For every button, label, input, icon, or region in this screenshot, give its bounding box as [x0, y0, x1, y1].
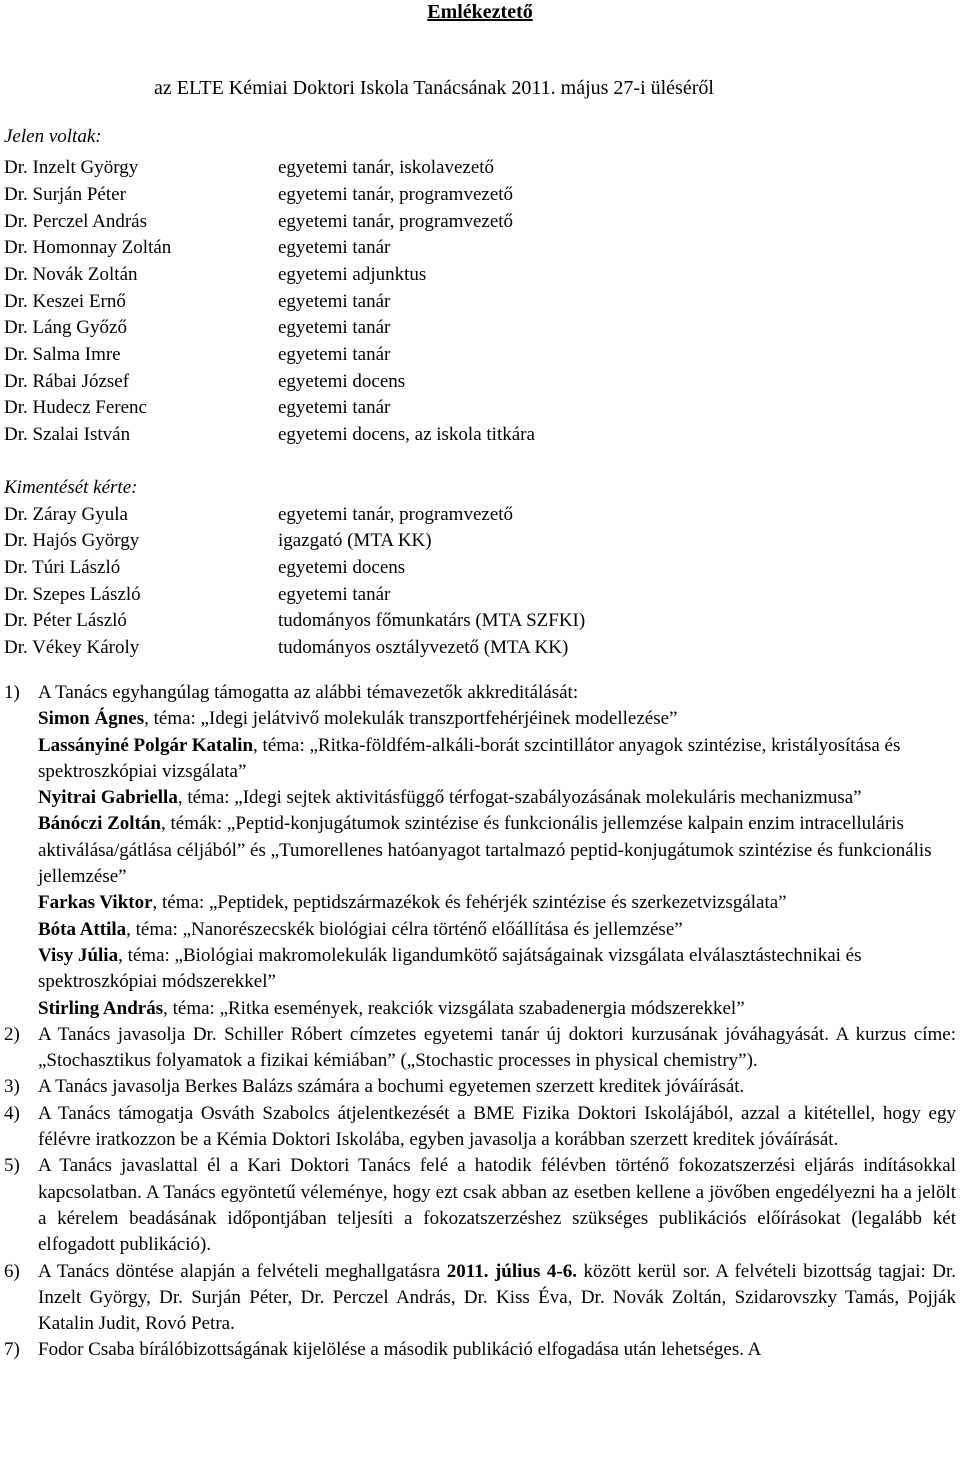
item-number: 4) [4, 1102, 20, 1124]
agenda-item-2 [4, 1022, 956, 1075]
present-person [4, 262, 954, 288]
excused-person [4, 582, 954, 608]
present-person [4, 235, 954, 261]
supervisor-name: Bóta Attila [38, 918, 127, 940]
topic-text: , téma: „Ritka események, reakciók vizsgálata szabadenergia módszerekkel” [163, 997, 745, 1019]
item-text: A Tanács egyhangúlag támogatta az alábbi témavezetők akkreditálását: [38, 682, 579, 703]
present-person [4, 182, 954, 208]
topic-entry [38, 890, 956, 916]
topic-entry [38, 996, 956, 1022]
present-person [4, 209, 954, 235]
person-role: egyetemi docens [278, 557, 406, 578]
person-name: Dr. Surján Péter [4, 184, 126, 205]
supervisor-name: Stirling András [38, 997, 164, 1019]
interview-date: 2011. július 4-6. [446, 1260, 577, 1282]
supervisor-name: Farkas Viktor [38, 892, 153, 914]
person-role: egyetemi tanár, programvezető [278, 211, 514, 232]
topic-text: , téma: „Peptidek, peptidszármazékok és fehérjék szintézise és szerkezetvizsgálata” [152, 892, 787, 914]
agenda-item-4 [4, 1101, 956, 1154]
person-name: Dr. Hudecz Ferenc [4, 397, 147, 418]
topic-entry [38, 917, 956, 943]
present-person [4, 395, 954, 421]
person-role: egyetemi tanár, programvezető [278, 184, 514, 205]
item-number: 1) [4, 682, 20, 703]
person-role: egyetemi tanár, programvezető [278, 504, 514, 525]
topic-text: , téma: „Idegi jelátvivő molekulák transzportfehérjéinek modellezése” [144, 708, 678, 730]
person-role: egyetemi docens [278, 371, 406, 392]
person-role: egyetemi tanár [278, 291, 391, 312]
item-text: A Tanács javasolja Dr. Schiller Róbert címzetes egyetemi tanár új doktori kurzusának jóváhagyását. A kurzus címe: „Stochasztikus folyamatok a fizikai kémiában” („Stochastic processes in physical chemistry”). [38, 1023, 956, 1072]
item-text-start: A Tanács döntése alapján a felvételi meghallgatásra [38, 1260, 447, 1282]
topic-entry [38, 785, 956, 811]
person-role: egyetemi docens, az iskola titkára [278, 424, 535, 445]
topic-entry [38, 943, 956, 996]
present-label: Jelen voltak: [4, 126, 102, 147]
person-name: Dr. Szepes László [4, 584, 141, 605]
person-name: Dr. Novák Zoltán [4, 264, 138, 285]
item-text: Fodor Csaba bírálóbizottságának kijelölése a második publikáció elfogadása után lehetséges. A [38, 1339, 762, 1361]
present-person [4, 155, 954, 181]
person-name: Dr. Keszei Ernő [4, 291, 126, 312]
present-person [4, 422, 954, 448]
person-name: Dr. Perczel András [4, 211, 147, 232]
person-name: Dr. Homonnay Zoltán [4, 237, 172, 258]
document-subtitle: az ELTE Kémiai Doktori Iskola Tanácsának 2011. május 27-i üléséről [154, 77, 714, 99]
person-role: egyetemi tanár [278, 237, 391, 258]
excused-person [4, 635, 954, 661]
topic-entry [38, 706, 956, 732]
item-text: A Tanács javasolja Berkes Balázs számára a bochumi egyetemen szerzett kreditek jóváírását. [38, 1076, 745, 1098]
agenda-item-6 [4, 1259, 956, 1338]
supervisor-name: Bánóczi Zoltán [38, 813, 161, 835]
item-text [38, 1259, 956, 1338]
person-role: tudományos osztályvezető (MTA KK) [278, 637, 569, 658]
person-role: tudományos főmunkatárs (MTA SZFKI) [278, 610, 586, 631]
item-text: A Tanács javaslattal él a Kari Doktori Tanács felé a hatodik félévben történő fokozatszerzési eljárás indításokkal kapcsolatban. A Tanács egyöntetű véleménye, hogy ezt csak abban az esetben kellene a jövőben engedélyezni ha a jelölt a kérelem beadásának időpontjában teljesíti a fokozatszerzéshez szükséges publikációs előírásokat (legalább két elfogadott publikáció). [38, 1155, 956, 1256]
person-role: egyetemi adjunktus [278, 264, 427, 285]
person-role: egyetemi tanár [278, 317, 391, 338]
item-number: 5) [4, 1155, 20, 1177]
person-name: Dr. Vékey Károly [4, 637, 140, 658]
item-number: 6) [4, 1260, 20, 1282]
excused-person [4, 608, 954, 634]
supervisor-name: Simon Ágnes [38, 708, 145, 730]
person-role: egyetemi tanár [278, 397, 391, 418]
item-number: 7) [4, 1339, 20, 1361]
topic-text: , téma: „Ritka-földfém-alkáli-borát szcintillátor anyagok szintézise, kristályosítása és spektroszkópiai vizsgálata” [38, 734, 901, 782]
person-role: igazgató (MTA KK) [278, 530, 432, 551]
present-person [4, 369, 954, 395]
topic-text: , téma: „Nanorészecskék biológiai célra történő előállítása és jellemzése” [126, 918, 683, 940]
present-person [4, 315, 954, 341]
present-person [4, 342, 954, 368]
excused-person [4, 502, 954, 528]
person-role: egyetemi tanár [278, 344, 391, 365]
topic-entry [38, 733, 956, 786]
supervisor-name: Nyitrai Gabriella [38, 787, 178, 809]
person-role: egyetemi tanár, iskolavezető [278, 157, 495, 178]
person-name: Dr. Láng Győző [4, 317, 127, 338]
topic-text: , témák: „Peptid-konjugátumok szintézise és funkcionális jellemzése kalpain enzim intracelluláris aktiválása/gátlása céljából” és „Tumorellenes hatóanyagot tartalmazó peptid-konjugátumok szintézise és funkcionális jellemzése” [38, 813, 932, 888]
agenda-item-1 [4, 680, 956, 1022]
supervisor-name: Lassányiné Polgár Katalin [38, 734, 254, 756]
person-name: Dr. Salma Imre [4, 344, 121, 365]
person-name: Dr. Túri László [4, 557, 121, 578]
person-name: Dr. Inzelt György [4, 157, 139, 178]
agenda-item-3 [4, 1074, 956, 1100]
person-name: Dr. Péter László [4, 610, 127, 631]
person-name: Dr. Szalai István [4, 424, 131, 445]
agenda-item-7 [4, 1337, 956, 1363]
person-name: Dr. Rábai József [4, 371, 130, 392]
person-name: Dr. Záray Gyula [4, 504, 128, 525]
item-number: 3) [4, 1076, 20, 1098]
excused-person [4, 555, 954, 581]
topic-text: , téma: „Idegi sejtek aktivitásfüggő térfogat-szabályozásának molekuláris mechanizmusa” [177, 787, 862, 809]
topic-entry [38, 811, 956, 890]
topic-text: , téma: „Biológiai makromolekulák ligandumkötő sajátságainak vizsgálata elválasztástechnikai és spektroszkópiai módszerekkel” [38, 944, 862, 993]
person-role: egyetemi tanár [278, 584, 391, 605]
item-number: 2) [4, 1023, 20, 1045]
item-text-end: között kerül sor. A felvételi bizottság tagjai: Dr. Inzelt György, Dr. Surján Péter, Dr. Perczel András, Dr. Kiss Éva, Dr. Novák Zoltán, Szidarovszky Tamás, Pojják Katalin Judit, Rovó Petra. [38, 1260, 956, 1335]
excused-person [4, 528, 954, 554]
item-text: A Tanács támogatja Osváth Szabolcs átjelentkezését a BME Fizika Doktori Iskolájából, azzal a kitétellel, hogy egy félévre iratkozzon be a Kémia Doktori Iskolába, egyben javasolja a korábban szerzett kreditek jóváírását. [38, 1102, 956, 1151]
present-person [4, 289, 954, 315]
document-title: Emlékeztető [427, 1, 533, 23]
excused-label: Kimentését kérte: [4, 477, 138, 498]
supervisor-name: Visy Júlia [38, 944, 119, 966]
agenda-items [4, 680, 956, 1364]
agenda-item-5 [4, 1153, 956, 1258]
person-name: Dr. Hajós György [4, 530, 140, 551]
